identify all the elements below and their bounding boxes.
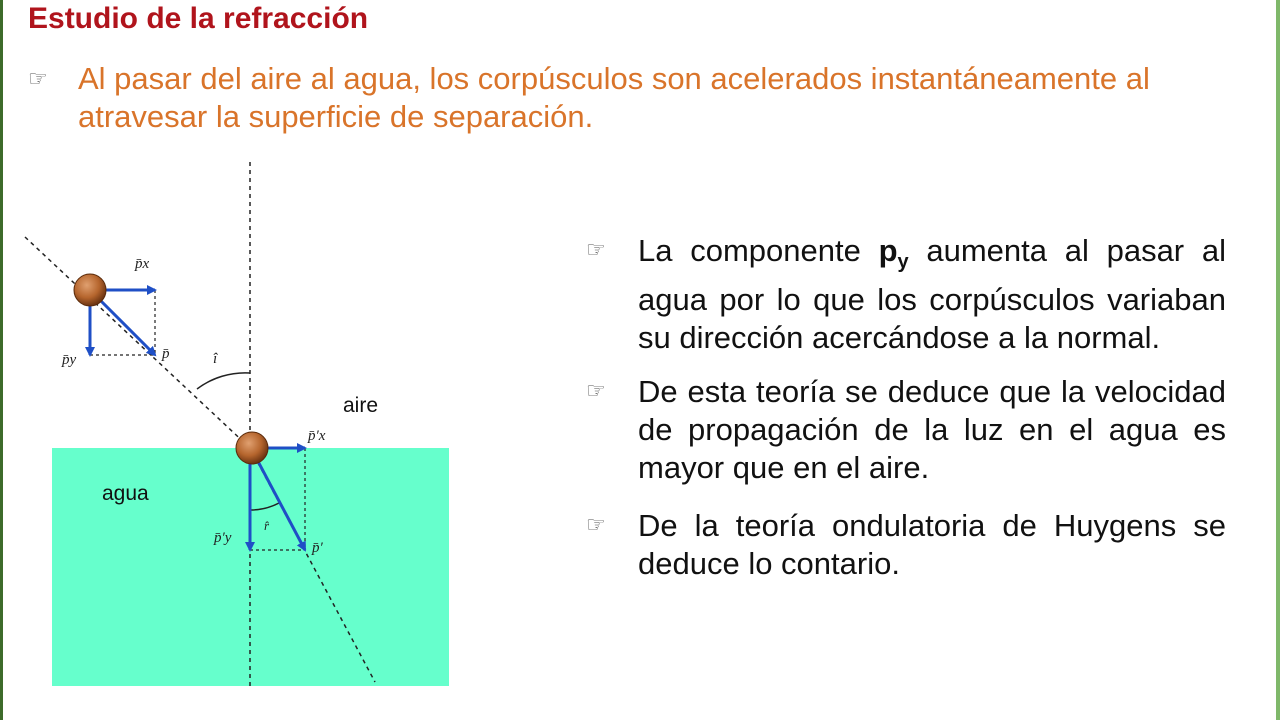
label-p: p̄: [162, 346, 170, 362]
label-py: p̄y: [62, 352, 77, 368]
corpuscle-air: [74, 274, 106, 306]
label-agua: agua: [102, 482, 149, 505]
label-aire: aire: [343, 394, 379, 417]
label-p-prime: p̄′: [312, 540, 323, 556]
label-py-prime: p̄′y: [214, 530, 232, 546]
corpuscle-water: [236, 432, 268, 464]
label-i: î: [213, 351, 218, 367]
bullet-3-text: De la teoría ondulatoria de Huygens se deduce lo contario.: [638, 508, 1226, 582]
intro-bullet-text: Al pasar del aire al agua, los corpúsculos son acelerados instantáneamente al atravesar la superficie de separación.: [78, 61, 1150, 134]
pointing-hand-icon: ☞: [586, 513, 606, 539]
bullet-3: [586, 507, 1226, 583]
label-px-prime: p̄′x: [308, 428, 326, 444]
slide-title: Estudio de la refracción: [28, 2, 369, 35]
intro-bullet: [28, 60, 1248, 136]
bullet-2: [586, 373, 1226, 487]
pointing-hand-icon: ☞: [586, 238, 606, 263]
explanation-bullets: [586, 232, 1226, 599]
pointing-hand-icon: ☞: [28, 67, 48, 92]
bullet-1-text: La componente $p_y$ aumenta al pasar al agua por lo que los corpúsculos variaban su dirección acercándose a la normal.: [638, 233, 1226, 356]
right-frame-border: [1276, 0, 1280, 720]
bullet-1: [586, 232, 1226, 357]
label-px: p̄x: [135, 256, 150, 272]
label-r: r̂: [264, 518, 270, 533]
pointing-hand-icon: ☞: [586, 379, 606, 405]
refraction-diagram: [0, 150, 560, 710]
incidence-angle-arc: [197, 373, 250, 389]
bullet-2-text: De esta teoría se deduce que la velocidad de propagación de la luz en el agua es mayor que en el aire.: [638, 374, 1226, 486]
